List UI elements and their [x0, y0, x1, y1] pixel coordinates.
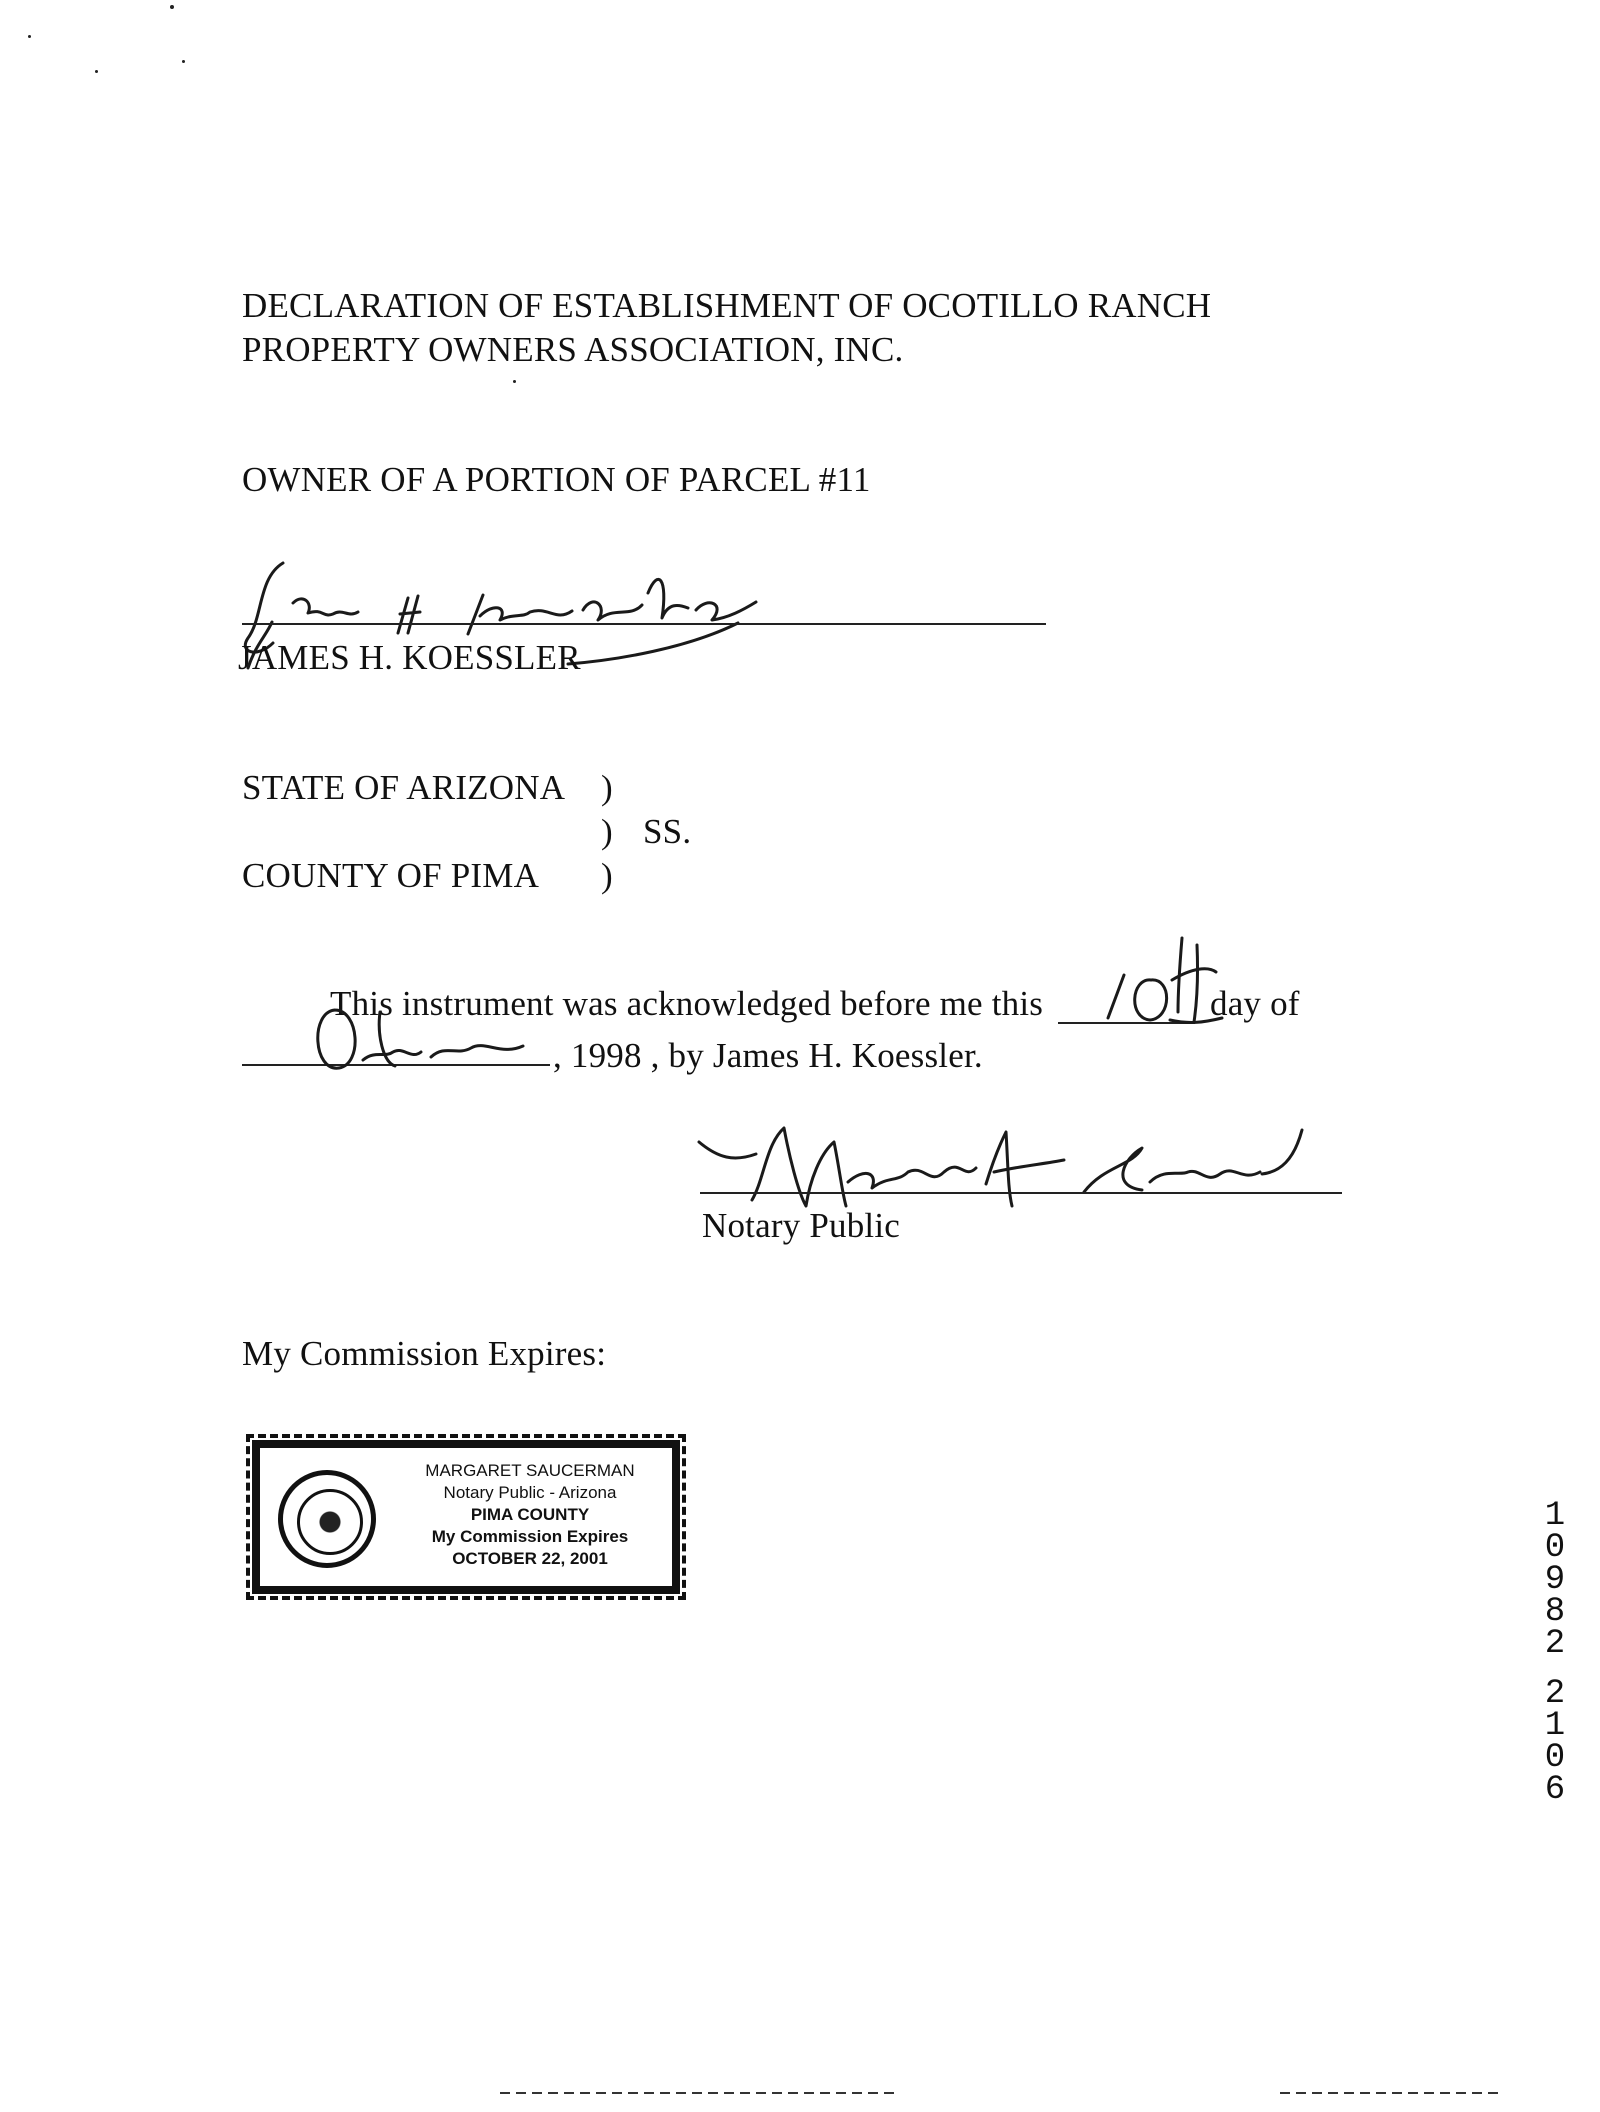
- bottom-scan-mark: [1280, 2092, 1500, 2094]
- document-title-line-1: DECLARATION OF ESTABLISHMENT OF OCOTILLO RANCH: [242, 286, 1212, 325]
- notary-stamp: [252, 1440, 680, 1594]
- ss-label: SS.: [643, 812, 692, 851]
- acknowledgment-day-of: day of: [1210, 984, 1300, 1023]
- stamp-expiration-date: OCTOBER 22, 2001: [452, 1549, 608, 1568]
- vertical-number-digit: 2: [1544, 1675, 1566, 1713]
- notary-title: Notary Public: [702, 1206, 900, 1245]
- county-parenthesis: ): [601, 856, 613, 895]
- vertical-number-digit: 1: [1544, 1707, 1566, 1745]
- vertical-number-digit: 0: [1544, 1529, 1566, 1567]
- stamp-role: Notary Public - Arizona: [443, 1483, 617, 1502]
- scan-speck: [182, 60, 185, 63]
- county-label: COUNTY OF PIMA: [242, 856, 540, 895]
- scan-speck: [95, 70, 98, 73]
- vertical-number-digit: 8: [1544, 1593, 1566, 1631]
- seal-emblem-icon: [297, 1489, 363, 1555]
- vertical-number-digit: 6: [1544, 1771, 1566, 1809]
- owner-signature-line: [242, 623, 1046, 625]
- stamp-county: PIMA COUNTY: [470, 1505, 590, 1524]
- document-title-line-2: PROPERTY OWNERS ASSOCIATION, INC.: [242, 330, 904, 369]
- stamp-name: MARGARET SAUCERMAN: [425, 1461, 635, 1480]
- scan-speck: [513, 380, 516, 383]
- state-parenthesis: ): [601, 768, 613, 807]
- vertical-document-number: [1538, 1497, 1572, 1809]
- venue-parenthesis: ): [601, 812, 613, 851]
- stamp-text: [392, 1460, 668, 1570]
- acknowledgment-month-handwritten: [305, 990, 555, 1080]
- state-label: STATE OF ARIZONA: [242, 768, 566, 807]
- acknowledgment-year-and-name: , 1998 , by James H. Koessler.: [553, 1036, 983, 1075]
- acknowledgment-day-handwritten: [1096, 920, 1226, 1030]
- owner-heading: OWNER OF A PORTION OF PARCEL #11: [242, 460, 871, 499]
- commission-label: My Commission Expires:: [242, 1334, 607, 1373]
- scan-speck: [28, 35, 31, 38]
- notary-seal-icon: [278, 1470, 376, 1568]
- vertical-number-digit: 1: [1544, 1497, 1566, 1535]
- vertical-number-digit: 0: [1544, 1739, 1566, 1777]
- scan-speck: [170, 5, 174, 9]
- acknowledgment-text-start: This instrument was acknowledged before me this: [330, 984, 1044, 1023]
- notary-signature-line: [700, 1192, 1342, 1194]
- stamp-commission-label: My Commission Expires: [431, 1527, 629, 1546]
- bottom-scan-mark: [500, 2092, 900, 2094]
- vertical-number-digit: 9: [1544, 1561, 1566, 1599]
- vertical-number-digit: 2: [1544, 1625, 1566, 1663]
- owner-name: JAMES H. KOESSLER: [238, 638, 581, 677]
